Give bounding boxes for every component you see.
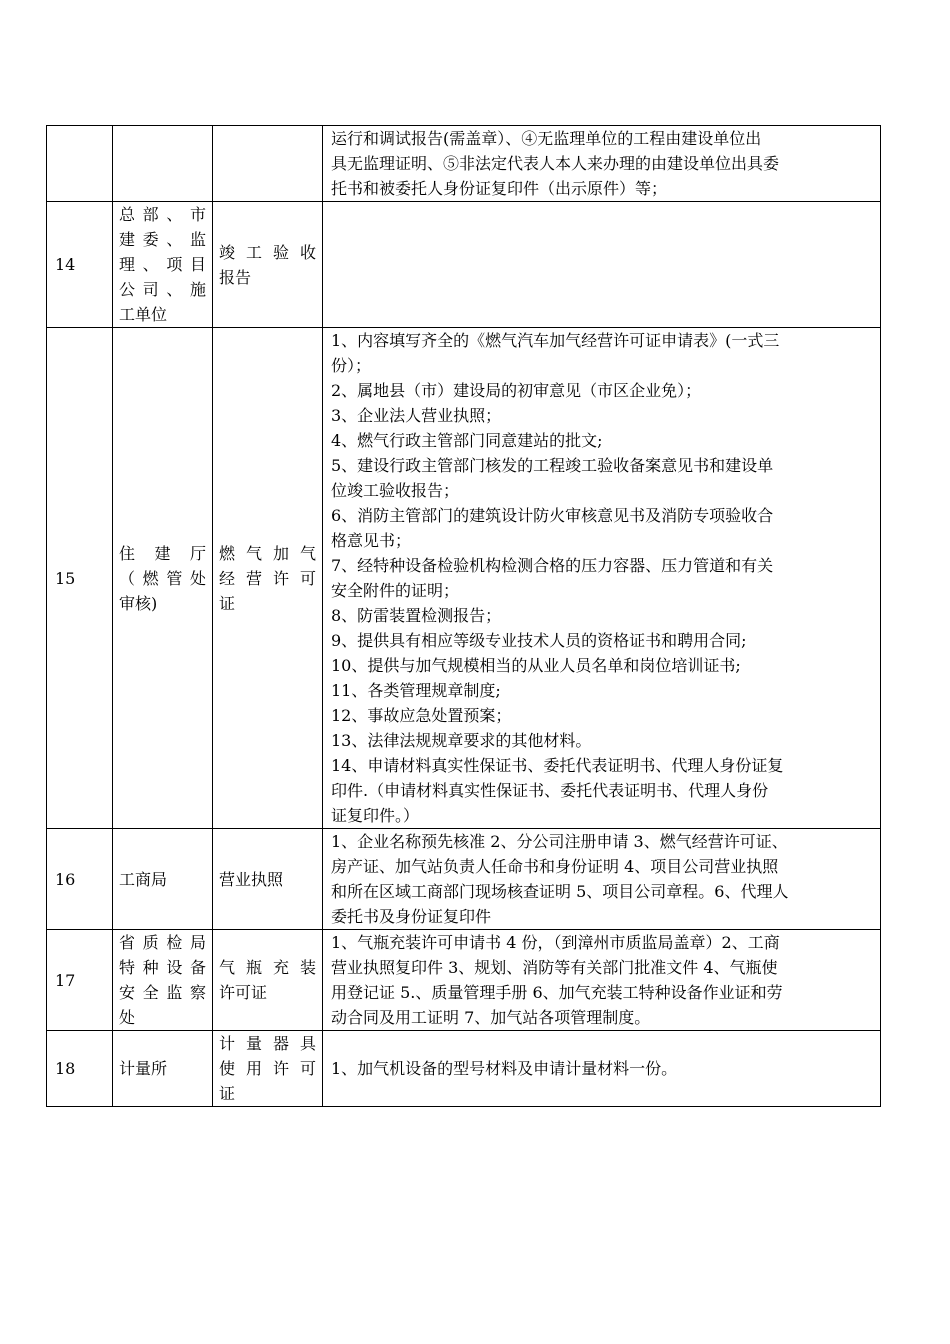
department-cell-line: 省质检局 — [119, 933, 206, 952]
row-number-cell — [47, 126, 113, 202]
requirement-line: 1、加气机设备的型号材料及申请计量材料一份。 — [331, 1059, 678, 1078]
permit-item-cell-line: 计量器具 — [219, 1034, 316, 1053]
requirement-line: 证复印件。） — [331, 806, 420, 825]
requirement-line: 1、企业名称预先核准 2、分公司注册申请 3、燃气经营许可证、 — [331, 832, 788, 851]
requirements-cell — [323, 126, 881, 202]
permit-item-cell — [213, 126, 323, 202]
table-row — [47, 930, 881, 1031]
table-row — [47, 202, 881, 328]
permit-item-cell-line: 许可证 — [219, 983, 268, 1002]
requirement-line: 11、各类管理规章制度; — [331, 681, 501, 700]
requirement-line: 和所在区域工商部门现场核查证明 5、项目公司章程。6、代理人 — [331, 882, 789, 901]
permit-item-cell-line: 经营许可 — [219, 568, 316, 588]
requirement-line: 3、企业法人营业执照； — [331, 406, 502, 425]
document-page — [46, 125, 880, 1107]
permit-item-cell-line: 竣工验收 — [219, 242, 316, 262]
row-number-cell: 15 — [47, 328, 113, 829]
row-number-cell: 17 — [47, 930, 113, 1031]
permit-item-cell — [213, 328, 323, 829]
requirement-line: 印件.（申请材料真实性保证书、委托代表证明书、代理人身份 — [331, 781, 769, 800]
requirement-line: 格意见书； — [331, 531, 412, 550]
requirements-cell — [323, 829, 881, 930]
requirement-line: 营业执照复印件 3、规划、消防等有关部门批准文件 4、气瓶使 — [331, 958, 778, 977]
requirement-line: 托书和被委托人身份证复印件（出示原件）等； — [331, 179, 668, 198]
department-cell-line: 审核) — [119, 593, 158, 613]
department-cell — [113, 930, 213, 1031]
requirement-line: 12、事故应急处置预案； — [331, 706, 512, 725]
table-row — [47, 126, 881, 202]
department-cell — [113, 1031, 213, 1107]
requirement-line: 4、燃气行政主管部门同意建站的批文; — [331, 431, 603, 450]
department-cell-line: 计量所 — [119, 1059, 168, 1078]
requirement-line: 5、建设行政主管部门核发的工程竣工验收备案意见书和建设单 — [331, 456, 774, 475]
requirements-cell — [323, 930, 881, 1031]
requirement-line: 用登记证 5.、质量管理手册 6、加气充装工特种设备作业证和劳 — [331, 983, 783, 1002]
permit-item-cell — [213, 202, 323, 328]
department-cell — [113, 126, 213, 202]
requirement-line: 房产证、加气站负责人任命书和身份证明 4、项目公司营业执照 — [331, 857, 779, 876]
requirement-line: 运行和调试报告(需盖章）、④无监理单位的工程由建设单位出 — [331, 129, 762, 148]
row-number-cell: 18 — [47, 1031, 113, 1107]
requirement-line: 10、提供与加气规模相当的从业人员名单和岗位培训证书; — [331, 656, 741, 675]
department-cell-line: 特种设备 — [119, 958, 206, 977]
requirements-cell — [323, 328, 881, 829]
requirement-line: 安全附件的证明； — [331, 581, 460, 600]
department-cell-line: 工单位 — [119, 305, 168, 324]
department-cell-line: 安全监察 — [119, 983, 206, 1002]
department-cell-line: 理、项目 — [119, 255, 206, 274]
department-cell — [113, 829, 213, 930]
permit-item-cell-line: 使用许可 — [219, 1059, 316, 1078]
requirement-line: 1、气瓶充装许可申请书 4 份，（到漳州市质监局盖章）2、工商 — [331, 933, 780, 952]
requirement-line: 动合同及用工证明 7、加气站各项管理制度。 — [331, 1008, 651, 1027]
requirement-line: 7、经特种设备检验机构检测合格的压力容器、压力管道和有关 — [331, 556, 774, 575]
requirements-cell — [323, 202, 881, 328]
permit-item-cell — [213, 1031, 323, 1107]
requirement-line: 委托书及身份证复印件 — [331, 907, 492, 926]
requirement-line: 份）； — [331, 356, 372, 375]
department-cell-line: 公司、施 — [119, 280, 206, 299]
requirement-line: 具无监理证明、⑤非法定代表人本人来办理的由建设单位出具委 — [331, 154, 780, 173]
department-cell — [113, 202, 213, 328]
row-number-cell: 16 — [47, 829, 113, 930]
requirement-line: 6、消防主管部门的建筑设计防火审核意见书及消防专项验收合 — [331, 506, 774, 525]
permit-item-cell-line: 气瓶充装 — [219, 958, 316, 977]
permit-item-cell-line: 证 — [219, 1084, 236, 1103]
department-cell-line: 工商局 — [119, 869, 168, 889]
department-cell-line: 住 建 厅 — [119, 543, 206, 563]
requirement-line: 2、属地县（市）建设局的初审意见（市区企业免）； — [331, 381, 702, 400]
permit-item-cell — [213, 829, 323, 930]
requirement-line: 13、法律法规规章要求的其他材料。 — [331, 731, 592, 750]
permit-item-cell-line: 燃气加气 — [219, 543, 316, 563]
permit-item-cell-line: 营业执照 — [219, 869, 284, 889]
permit-requirements-table — [46, 125, 881, 1107]
department-cell-line: 总部、市 — [119, 205, 206, 224]
requirement-line: 14、申请材料真实性保证书、委托代表证明书、代理人身份证复 — [331, 756, 784, 775]
requirement-line: 8、防雷装置检测报告； — [331, 606, 502, 625]
department-cell-line: 处 — [119, 1008, 136, 1027]
permit-item-cell — [213, 930, 323, 1031]
department-cell-line: 建委、监 — [119, 230, 206, 249]
department-cell-line: （燃管处 — [119, 568, 206, 588]
requirements-cell — [323, 1031, 881, 1107]
requirement-line: 位竣工验收报告； — [331, 481, 460, 500]
requirement-line: 9、提供具有相应等级专业技术人员的资格证书和聘用合同; — [331, 631, 747, 650]
permit-item-cell-line: 报告 — [219, 267, 252, 287]
permit-item-cell-line: 证 — [219, 593, 236, 613]
table-row — [47, 829, 881, 930]
department-cell — [113, 328, 213, 829]
row-number-cell: 14 — [47, 202, 113, 328]
table-row — [47, 328, 881, 829]
table-row — [47, 1031, 881, 1107]
requirement-line: 1、内容填写齐全的《燃气汽车加气经营许可证申请表》(一式三 — [331, 331, 780, 350]
